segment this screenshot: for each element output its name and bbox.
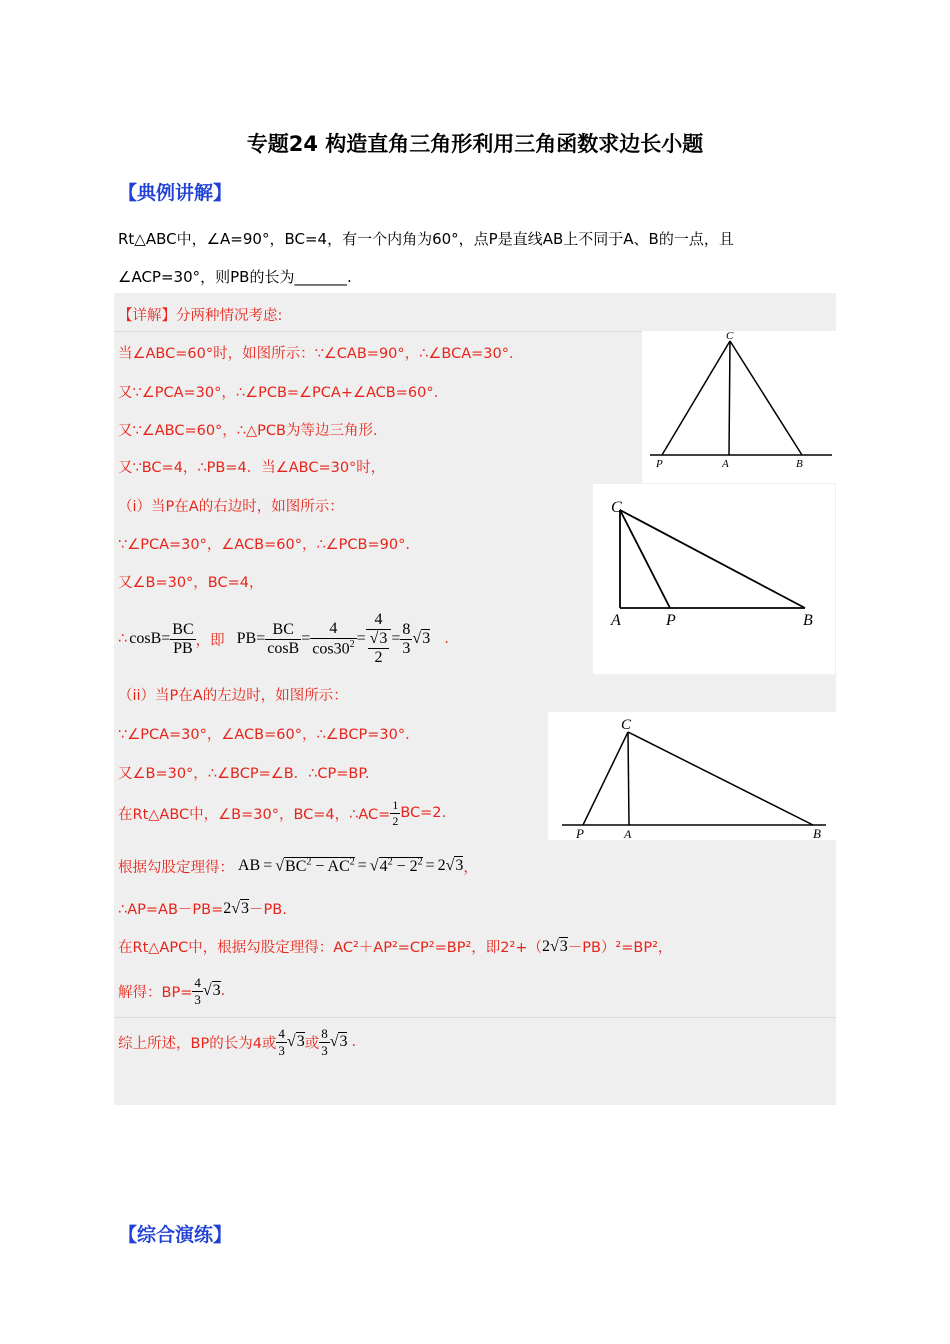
solution-line: 又∠B=30°，BC=4， [118, 575, 264, 591]
fraction-bc-pb: $\frac{BC}{PB}$ [172, 620, 194, 657]
page-title: 专题24 构造直角三角形利用三角函数求边长小题 [246, 132, 704, 156]
divider [114, 1017, 836, 1018]
figure-p-left-of-a [548, 712, 836, 840]
solution-line-apc: 在Rt△APC中，根据勾股定理得：AC²＋AP²=CP²=BP²，即2²+（ 2√3 －PB）²=BP²， [118, 937, 673, 956]
solution-line: ∵∠PCA=30°，∠ACB=60°，∴∠PCB=90°. [118, 537, 410, 553]
solution-line: （i）当P在A的右边时，如图所示： [118, 499, 344, 515]
label-P: P [576, 826, 584, 840]
solution-line-ap: ∴AP=AB－PB= 2√3 －PB. [118, 899, 287, 918]
label-A: A [624, 827, 632, 840]
label-B: B [796, 458, 803, 470]
label-B: B [813, 826, 821, 840]
label-P: P [656, 458, 663, 470]
solution-line-result: 解得：BP= $\frac{4}{3}$ √3 . [118, 974, 226, 1007]
section-heading-examples: 【典例讲解】 [118, 182, 233, 204]
label-C: C [621, 717, 632, 733]
solution-line: 又∵BC=4，∴PB=4．当∠ABC=30°时， [118, 460, 386, 476]
solution-line: 又∠B=30°，∴∠BCP=∠B．∴CP=BP. [118, 766, 370, 782]
solution-line: 又∵∠ABC=60°，∴△PCB为等边三角形. [118, 423, 378, 439]
label-A: A [611, 612, 621, 629]
label-C: C [726, 331, 734, 342]
solution-line: （ii）当P在A的左边时，如图所示： [118, 688, 348, 704]
figure-equilateral-triangle [642, 331, 836, 483]
formula-cosB: ∴ cosB = $\frac{BC}{PB}$ ，即 PB = $\frac{BC}{\cos B}$ = $\frac{4}{\cos 30^2}$ = $\frac{4}{\frac{√3}{2}}$ = $\frac{8}{3}$ √3 . [118, 611, 449, 666]
solution-line-ac: 在Rt△ABC中，∠B=30°，BC=4，∴AC= $\frac{1}{2}$ BC=2. [118, 797, 447, 828]
label-P: P [666, 612, 676, 629]
solution-line-pythag: 根据勾股定理得： AB = $√BC^2 - AC^2$ = $√4^2 - 2^2$ = 2√3 ， [118, 856, 478, 876]
figure-p-right-of-a [593, 484, 835, 674]
label-B: B [803, 612, 813, 629]
label-C: C [611, 499, 622, 516]
section-heading-practice: 【综合演练】 [118, 1224, 233, 1246]
label-A: A [722, 458, 729, 470]
question-line-2: ∠ACP=30°，则PB的长为_______. [118, 268, 352, 286]
solution-line-conclusion: 综上所述，BP的长为4或 $\frac{4}{3}$ √3 或 $\frac{8}{3}$ √3 . [118, 1025, 357, 1058]
solution-line: 又∵∠PCA=30°，∴∠PCB=∠PCA+∠ACB=60°. [118, 385, 439, 401]
question-line-1: Rt△ABC中，∠A=90°，BC=4，有一个内角为60°，点P是直线AB上不同于A、B的一点，且 [118, 230, 734, 248]
solution-line: 【详解】分两种情况考虑: [118, 308, 283, 324]
solution-line: 当∠ABC=60°时，如图所示：∵∠CAB=90°，∴∠BCA=30°. [118, 346, 514, 362]
solution-line: ∵∠PCA=30°，∠ACB=60°，∴∠BCP=30°. [118, 727, 410, 743]
